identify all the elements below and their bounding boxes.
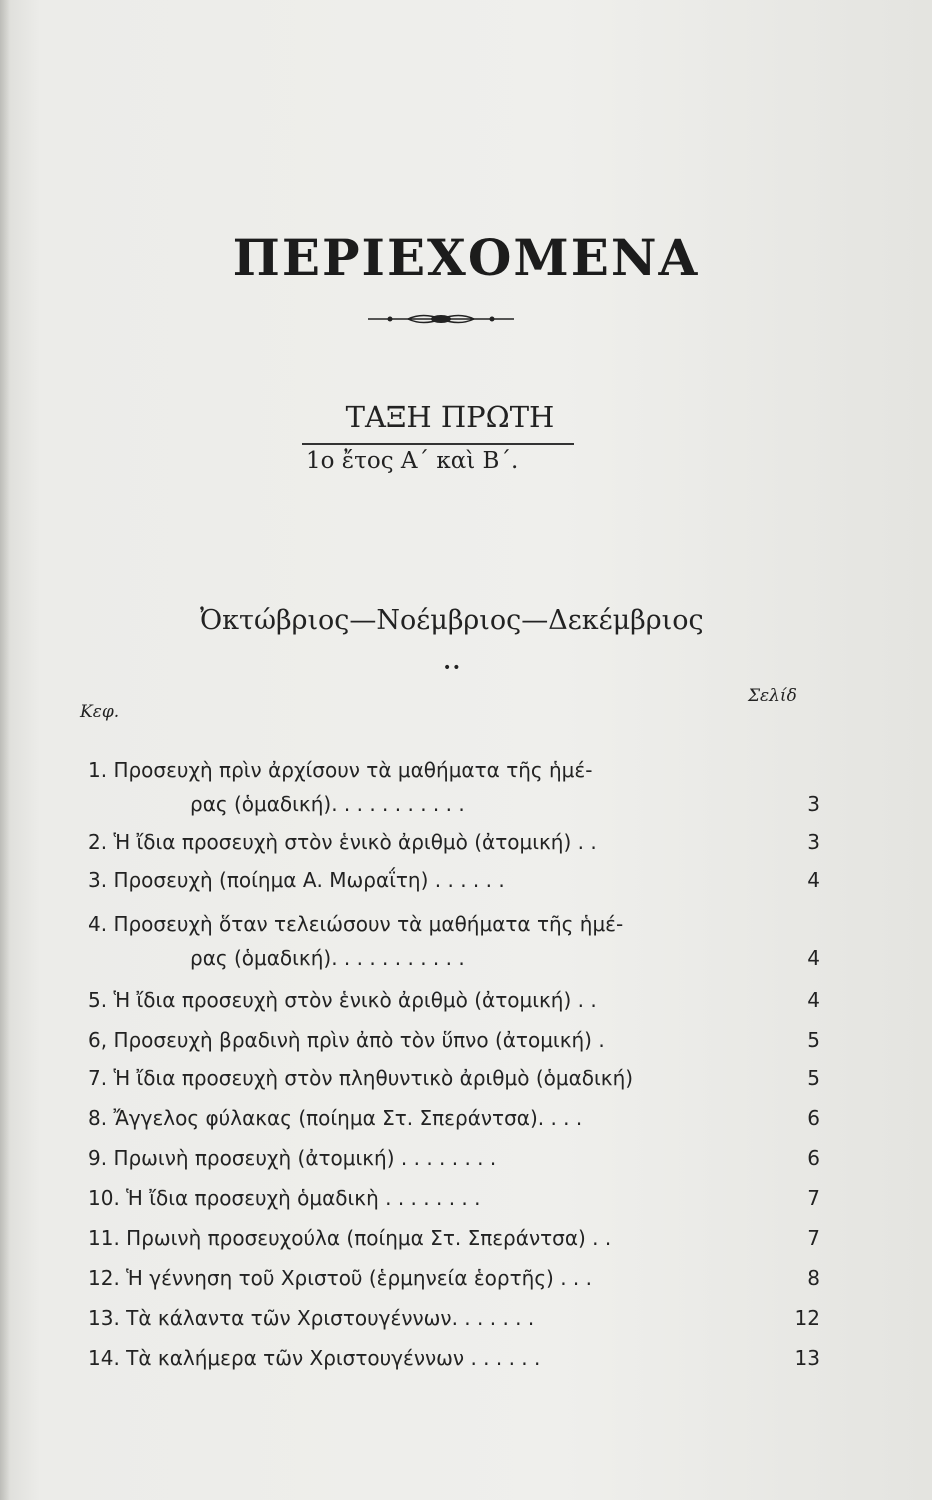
toc-entry	[88, 868, 820, 892]
section-subtitle: 1ο ἔτος Α΄ καὶ Β΄.	[306, 448, 519, 474]
toc-entry-text: 11. Πρωινὴ προσευχούλα (ποίημα Στ. Σπεράντσα) . .	[88, 1226, 612, 1250]
toc-entry-text: 10. Ἡ ἴδια προσευχὴ ὁμαδικὴ . . . . . . . .	[88, 1186, 481, 1210]
toc-entry	[88, 1346, 820, 1370]
column-chapter-label: Κεφ.	[80, 702, 120, 722]
toc-entry-text: 12. Ἡ γέννηση τοῦ Χριστοῦ (ἑρμηνεία ἑορτῆς) . . .	[88, 1266, 593, 1290]
toc-entry	[88, 758, 820, 782]
months-dots: ••	[443, 660, 462, 676]
toc-page-number: 4	[807, 988, 820, 1012]
toc-page-number: 12	[794, 1306, 820, 1330]
toc-entry-text: 6, Προσευχὴ βραδινὴ πρὶν ἀπὸ τὸν ὕπνο (ἀτομική) .	[88, 1028, 605, 1052]
column-page-label: Σελίδ	[748, 686, 797, 706]
toc-entry-text: ρας (ὁμαδική). . . . . . . . . . .	[190, 946, 465, 970]
ornament-divider-icon	[368, 308, 514, 330]
toc-entry-text: 14. Τὰ καλήμερα τῶν Χριστουγέννων . . . . . .	[88, 1346, 541, 1370]
toc-entry	[88, 1106, 820, 1130]
toc-entry-continuation	[190, 946, 820, 970]
toc-entry-text: ρας (ὁμαδική). . . . . . . . . . .	[190, 792, 465, 816]
toc-entry-text: 7. Ἡ ἴδια προσευχὴ στὸν πληθυντικὸ ἀριθμὸ (ὁμαδική)	[88, 1066, 634, 1090]
page-fold-shadow	[0, 0, 10, 1500]
page-heading: ΠΕΡΙΕΧΟΜΕΝΑ	[232, 228, 700, 287]
toc-page-number: 6	[807, 1146, 820, 1170]
toc-page-number: 6	[807, 1106, 820, 1130]
toc-entry	[88, 988, 820, 1012]
toc-entry-text: 4. Προσευχὴ ὅταν τελειώσουν τὰ μαθήματα τῆς ἡμέ-	[88, 912, 624, 936]
toc-entry	[88, 1028, 820, 1052]
toc-page-number: 8	[807, 1266, 820, 1290]
toc-entry-text: 3. Προσευχὴ (ποίημα Α. Μωραΐτη) . . . . . .	[88, 868, 505, 892]
toc-entry	[88, 1266, 820, 1290]
section-rule	[302, 443, 574, 445]
months-heading: Ὀκτώβριος—Νοέμβριος—Δεκέμβριος	[200, 605, 704, 636]
toc-entry	[88, 830, 820, 854]
toc-entry-text: 9. Πρωινὴ προσευχὴ (ἀτομική) . . . . . . . .	[88, 1146, 497, 1170]
toc-page-number: 4	[807, 946, 820, 970]
toc-entry-text: 13. Τὰ κάλαντα τῶν Χριστουγέννων. . . . . . .	[88, 1306, 535, 1330]
toc-page-number: 3	[807, 792, 820, 816]
toc-page-number: 3	[807, 830, 820, 854]
toc-entry-text: 1. Προσευχὴ πρὶν ἀρχίσουν τὰ μαθήματα τῆς ἡμέ-	[88, 758, 593, 782]
toc-entry	[88, 1066, 820, 1090]
toc-entry-text: 2. Ἡ ἴδια προσευχὴ στὸν ἑνικὸ ἀριθμὸ (ἀτομική) . .	[88, 830, 597, 854]
toc-entry-text: 5. Ἡ ἴδια προσευχὴ στὸν ἑνικὸ ἀριθμὸ (ἀτομική) . .	[88, 988, 597, 1012]
toc-entry	[88, 1306, 820, 1330]
toc-entry-continuation	[190, 792, 820, 816]
toc-page-number: 5	[807, 1028, 820, 1052]
toc-page-number: 7	[807, 1186, 820, 1210]
toc-page-number: 5	[807, 1066, 820, 1090]
toc-entry	[88, 1146, 820, 1170]
toc-page-number: 4	[807, 868, 820, 892]
toc-page-number: 7	[807, 1226, 820, 1250]
toc-entry	[88, 912, 820, 936]
toc-page-number: 13	[794, 1346, 820, 1370]
section-title: ΤΑΞΗ ΠΡΩΤΗ	[345, 400, 555, 434]
toc-entry	[88, 1226, 820, 1250]
toc-entry	[88, 1186, 820, 1210]
toc-entry-text: 8. Ἄγγελος φύλακας (ποίημα Στ. Σπεράντσα). . . .	[88, 1106, 583, 1130]
